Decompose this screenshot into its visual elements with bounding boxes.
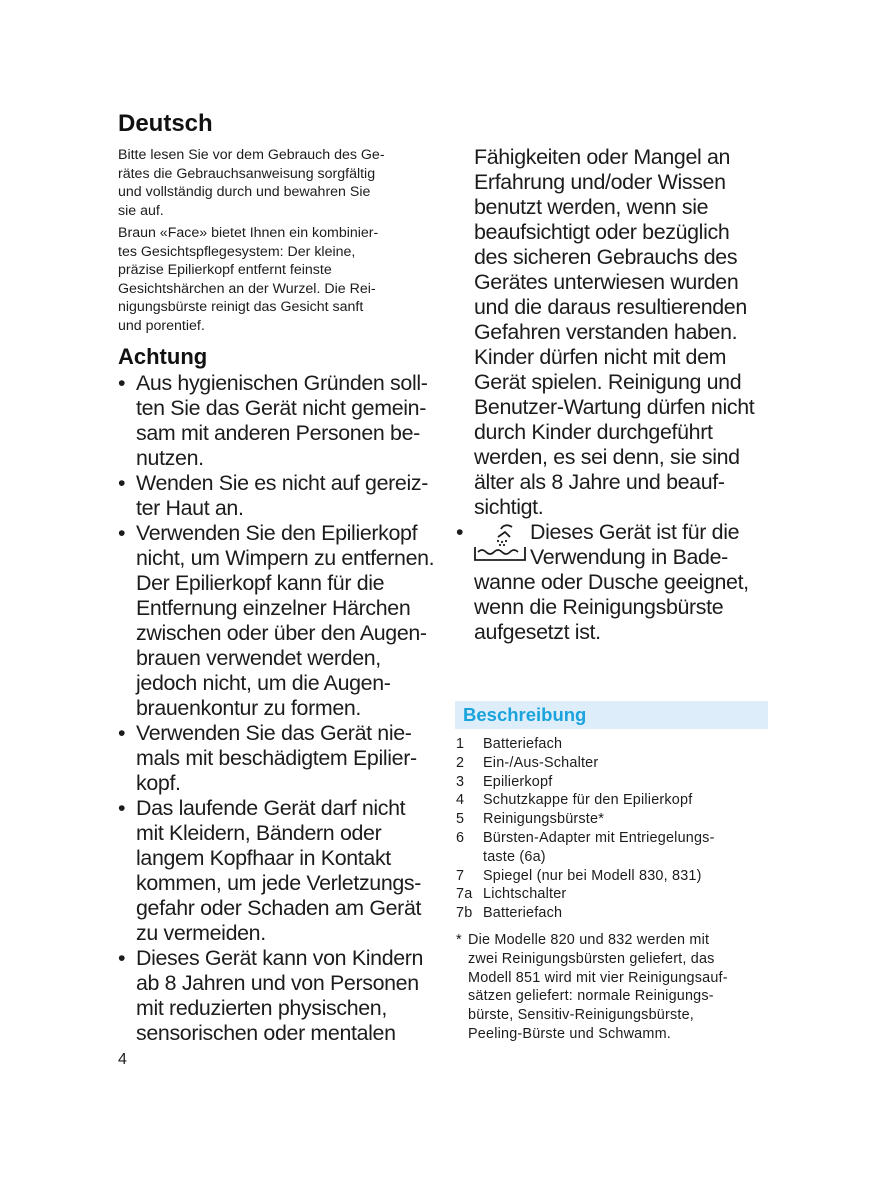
part-item	[456, 885, 776, 904]
warning-text: Verwenden Sie den Epilierkopf nicht, um Wimpern zu entfernen. Der Epilierkopf kann für die Entfernung einzelner Härchen zwischen oder über den Augen- brauen verwendet werden, jedoch nicht, um die Augen- brauenkontur zu formen.	[136, 521, 435, 720]
footnote-marker: *	[456, 932, 462, 948]
bath-suitability-item	[456, 520, 786, 645]
warning-text: Das laufende Gerät darf nicht mit Kleidern, Bändern oder langem Kopfhaar in Kontakt kommen, um jede Verletzungs- gefahr oder Schaden am Gerät zu vermeiden.	[136, 796, 422, 945]
warning-item	[118, 946, 438, 1046]
part-item	[456, 904, 776, 923]
part-number: 4	[456, 792, 465, 809]
bath-text-line-2: Verwendung in Bade-	[530, 545, 728, 569]
warning-item	[118, 521, 438, 721]
description-heading: Beschreibung	[463, 704, 587, 725]
part-number: 6	[456, 829, 465, 846]
bullet-icon: •	[118, 471, 126, 495]
bullet-icon: •	[118, 521, 126, 545]
intro-paragraph-2: Braun «Face» bietet Ihnen ein kombinier- tes Gesichtspflegesystem: Der kleine, präzise Epilierkopf entfernt feinste Gesichtshärchen an der Wurzel. Die Rei- nigungsbürste reinigt das Gesicht sanft und porentief.	[118, 225, 379, 334]
part-label: Ein-/Aus-Schalter	[483, 754, 599, 771]
description-heading-band	[455, 701, 768, 729]
warning-item	[118, 371, 438, 471]
bath-text-rest: wanne oder Dusche geeignet, wenn die Reinigungsbürste aufgesetzt ist.	[474, 570, 749, 644]
part-label: Batteriefach	[483, 736, 563, 752]
part-item	[456, 791, 776, 810]
part-number: 3	[456, 773, 465, 790]
warning-item	[118, 721, 438, 796]
part-label: Epilierkopf	[483, 773, 553, 790]
language-title: Deutsch	[118, 110, 213, 137]
part-number: 2	[456, 754, 465, 771]
part-label: Batteriefach	[483, 905, 563, 922]
part-item	[456, 810, 776, 829]
part-label: Bürsten-Adapter mit Entriegelungs- taste (6a)	[483, 829, 715, 865]
part-item	[456, 867, 776, 886]
parts-list	[456, 735, 776, 923]
part-number: 7a	[456, 886, 473, 903]
warning-text: Dieses Gerät kann von Kindern ab 8 Jahren und von Personen mit reduzierten physischen, sensorischen oder mentalen	[136, 946, 424, 1045]
part-item	[456, 735, 776, 754]
part-label: Reinigungsbürste*	[483, 811, 604, 828]
part-number: 1	[456, 736, 465, 752]
part-item	[456, 773, 776, 792]
bullet-icon: •	[118, 721, 126, 745]
warning-list	[118, 371, 438, 1046]
footnote-text: Die Modelle 820 und 832 werden mit zwei Reinigungsbürsten geliefert, das Modell 851 wird mit vier Reinigungsauf- sätzen geliefert: normale Reinigungs- bürste, Sensitiv-Reinigungsbürste, Peeling-Bürste und Schwamm.	[468, 932, 728, 1042]
warning-text: Wenden Sie es nicht auf gereiz- ter Haut an.	[136, 471, 428, 520]
warning-continuation: Fähigkeiten oder Mangel an Erfahrung und/oder Wissen benutzt werden, wenn sie beaufsichtigt oder bezüglich des sicheren Gebrauchs des Gerätes unterwiesen wurden und die daraus resultierenden Gefahren verstanden haben. Kinder dürfen nicht mit dem Gerät spielen. Reinigung und Benutzer-Wartung dürfen nicht durch Kinder durchgeführt werden, es sei denn, sie sind älter als 8 Jahre und beauf- sichtigt.	[474, 145, 755, 519]
bath-text-line-1: Dieses Gerät ist für die	[530, 520, 740, 544]
part-item	[456, 754, 776, 773]
intro-paragraph-1: Bitte lesen Sie vor dem Gebrauch des Ge- rätes die Gebrauchsanweisung sorgfältig und vollständig durch und bewahren Sie sie auf.	[118, 147, 385, 219]
part-label: Schutzkappe für den Epilierkopf	[483, 792, 693, 809]
bullet-icon: •	[118, 796, 126, 820]
page-number: 4	[118, 1051, 127, 1068]
warning-item	[118, 796, 438, 946]
part-item	[456, 829, 776, 867]
bullet-icon: •	[118, 371, 126, 395]
shower-bathtub-icon	[474, 523, 526, 561]
part-number: 5	[456, 811, 465, 828]
warning-item	[118, 471, 438, 521]
part-number: 7b	[456, 905, 473, 922]
warning-text: Verwenden Sie das Gerät nie- mals mit beschädigtem Epilier- kopf.	[136, 721, 417, 795]
footnote	[456, 931, 776, 1044]
part-label: Spiegel (nur bei Modell 830, 831)	[483, 867, 702, 884]
warning-text: Aus hygienischen Gründen soll- ten Sie das Gerät nicht gemein- sam mit anderen Personen be- nutzen.	[136, 371, 428, 470]
bullet-icon: •	[118, 946, 126, 970]
achtung-heading: Achtung	[118, 344, 208, 369]
part-label: Lichtschalter	[483, 886, 567, 903]
part-number: 7	[456, 867, 465, 884]
bullet-icon: •	[456, 520, 464, 544]
